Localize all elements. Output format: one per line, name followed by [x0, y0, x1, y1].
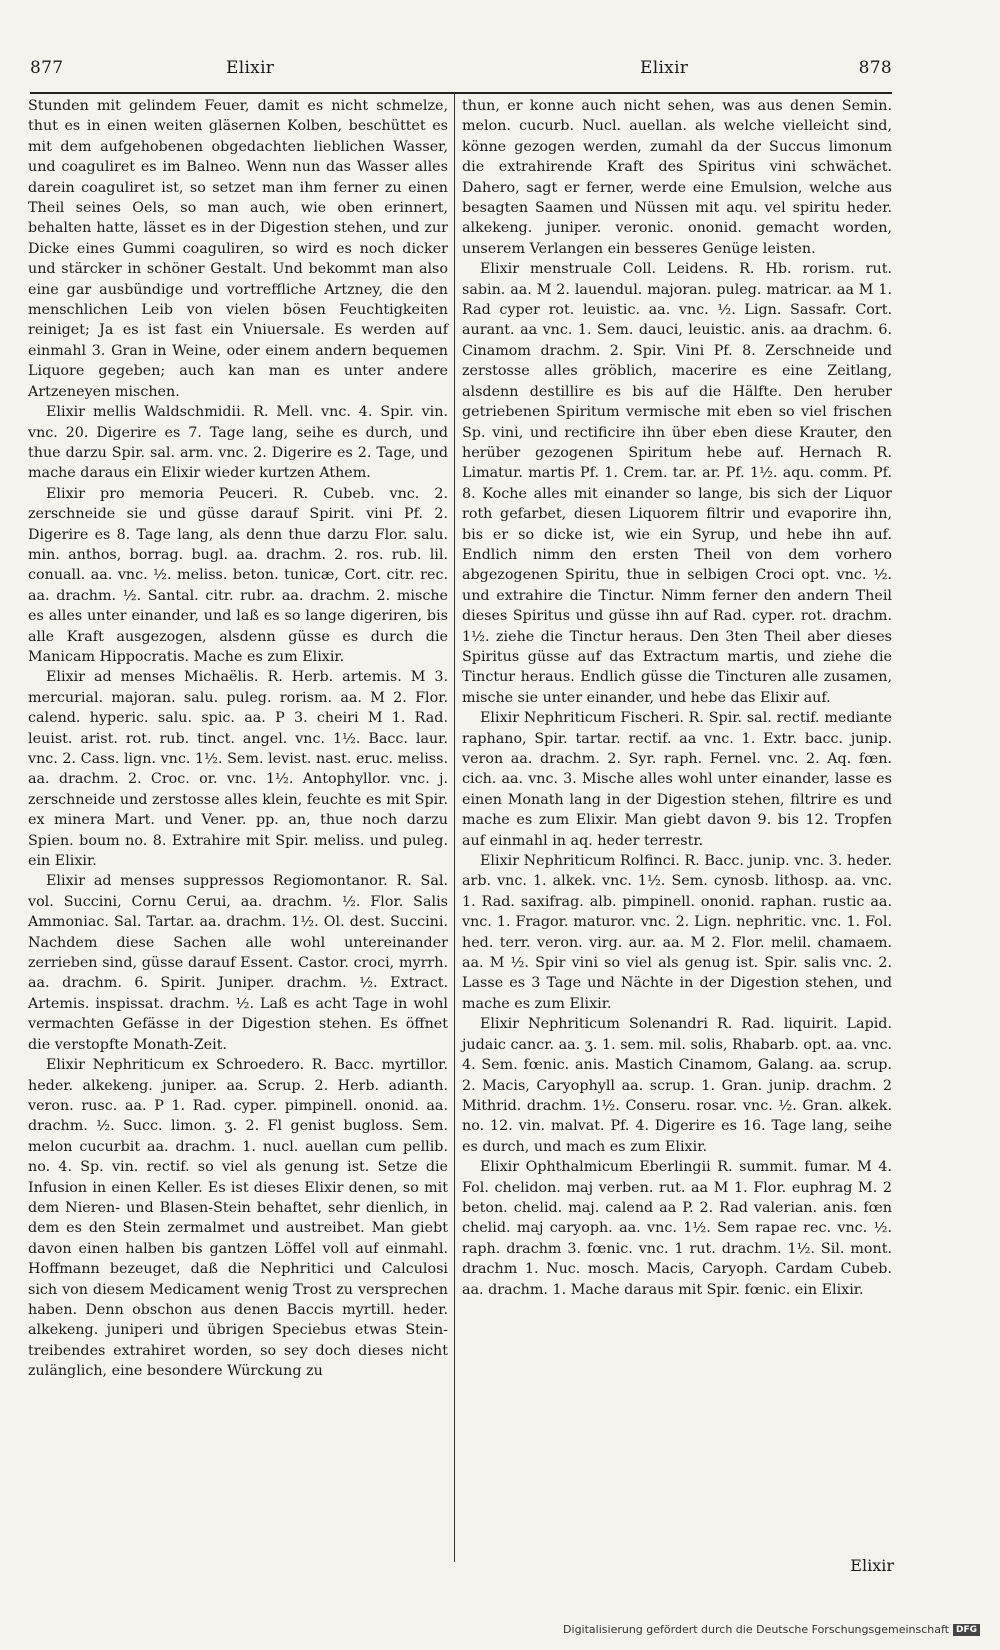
paragraph: Elixir ad menses suppressos Regiomontanor. R. Sal. vol. Succini, Cornu Cerui, aa. drachm. ½. Flor. Salis Ammoniac. Sal. Tartar. aa. drachm. 1½. Ol. dest. Succini. Nachdem diese Sachen alle wohl untereinander zerrieben sind, güsse darauf Essent. Castor. croci, myrrh. aa. drachm. 6. Spirit. Juniper. drachm. ½. Extract. Artemis. inspissat. drachm. ½. Laß es acht Tage in wohl vermachten Gefässe in der Digestion stehen. Es öffnet die verstopfte Monath-Zeit.: [28, 873, 448, 1053]
paragraph: Elixir ad menses Michaëlis. R. Herb. artemis. M 3. mercurial. majoran. salu. puleg. rorism. aa. M 2. Flor. calend. hyperic. salu. spic. aa. P 3. cheiri M 1. Rad. leuist. arist. rot. rub. tinct. angel. vnc. 1½. Bacc. laur. vnc. 2. Cass. lign. vnc. 1½. Sem. levist. nast. eruc. meliss. aa. drachm. 2. Croc. or. vnc. 1½. Antophyllor. vnc. j. zerschneide und zerstosse alles klein, feuchte es mit Spir. ex minera Mart. und Vener. pp. an, thue noch darzu Spien. boum no. 8. Extrahire mit Spir. meliss. und puleg. ein Elixir.: [28, 669, 448, 870]
paragraph: Elixir Nephriticum Fischeri. R. Spir. sal. rectif. mediante raphano, Spir. tartar. rectif. aa vnc. 1. Extr. bacc. junip. veron aa. drachm. 2. Syr. raph. Fernel. vnc. 2. Aq. fœn. cich. aa. vnc. 3. Mische alles wohl unter einander, lasse es einen Monath lang in der Digestion stehen, filtrire es und mache es zum Elixir. Man giebt davon 9. bis 12. Tropfen auf einmahl in aq. heder terrestr.: [462, 710, 892, 849]
paragraph: Elixir mellis Waldschmidii. R. Mell. vnc. 4. Spir. vin. vnc. 20. Digerire es 7. Tage lang, seihe es durch, und thue darzu Spir. sal. arm. vnc. 2. Digerire es 2. Tage, und mache daraus ein Elixir wieder kurtzen Athem.: [28, 404, 448, 482]
right-column: [462, 96, 892, 1300]
paragraph: Stunden mit gelindem Feuer, damit es nicht schmelze, thut es in einen weiten gläsernen Kolben, beschüttet es mit dem aufgehobenen obgedachten lieblichen Wasser, und coaguliret es im Balneo. Wenn nun das Wasser alles darein coaguliret ist, so setzet man ihm ferner zu einen Theil seines Oels, so man auch, wie oben erinnert, behalten hatte, lässet es in der Digestion stehen, und zur Dicke eines Gummi coaguliren, so wird es noch dicker und stärcker in schöner Gestalt. Und bekommt man also eine gar ausbündige und vortreffliche Artzney, die den menschlichen Leib von vielen bösen Feuchtigkeiten reiniget; Ja es ist fast ein Vniuersale. Es werden auf einmahl 3. Gran in Weine, oder einem andern bequemen Liquore gegeben; auch kan man es unter andere Artzeneyen mischen.: [28, 98, 448, 400]
paragraph: Elixir menstruale Coll. Leidens. R. Hb. rorism. rut. sabin. aa. M 2. lauendul. majoran. puleg. matricar. aa M 1. Rad cyper rot. leuistic. aa. vnc. ½. Lign. Sassafr. Cort. aurant. aa vnc. 1. Sem. dauci, leuistic. anis. aa drachm. 6. Cinamom drachm. 2. Spir. Vini Pf. 8. Zerschneide und zerstosse alles gröblich, macerire es eine Zeitlang, alsdenn destillire es bis auf die Hälfte. Den heruber getriebenen Spiritum vermische mit eben so viel frischen Sp. vini, und rectificire ihn über eben diese Krauter, den herüber gezogenen Spiritum hebe auf. Hernach R. Limatur. martis Pf. 1. Crem. tar. ar. Pf. 1½. aqu. comm. Pf. 8. Koche alles mit einander so lange, bis sich der Liquor roth gefarbet, diesen Liquorem filtrir und evaporire ihn, bis er so dicke ist, wie ein Syrup, und hebe ihn auf. Endlich nimm den ersten Theil von dem vorhero abgezogenen Spiritu, thue in selbigen Croci opt. vnc. ½. und extrahire die Tinctur. Nimm ferner den andern Theil dieses Spiritus und güsse ihn auf Rad. cyper. rot. drachm. 1½. ziehe die Tinctur heraus. Den 3ten Theil aber dieses Spiritus güsse auf das Extractum martis, und ziehe die Tinctur heraus. Endlich güsse die Tincturen alle zusamen, mische sie unter einander, und hebe das Elixir auf.: [462, 261, 892, 706]
paragraph: Elixir Nephriticum ex Schroedero. R. Bacc. myrtillor. heder. alkekeng. juniper. aa. Scrup. 2. Herb. adianth. veron. rusc. aa. P 1. Rad. cyper. pimpinell. ononid. aa. drachm. ½. Succ. limon. ʒ. 2. Fl genist bugloss. Sem. melon cucurbit aa. drachm. 1. nucl. auellan cum pellib. no. 4. Sp. vin. rectif. so viel als genung ist. Setze die Infusion in einen Keller. Es ist dieses Elixir denen, so mit dem Nieren- und Blasen-Stein behaftet, sehr dienlich, in dem es den Stein zermalmet und austreibet. Man giebt davon einen halben bis gantzen Löffel voll auf einmahl. Hoffmann bezeuget, daß die Nephritici und Calculosi sich von diesem Medicament wenig Trost zu versprechen haben. Denn obschon aus denen Baccis myrtill. heder. alkekeng. juniperi und übrigen Speciebus etwas Stein-treibendes extrahiret worden, so sey doch dieses nicht zulänglich, eine besondere Würckung zu: [28, 1057, 448, 1380]
column-divider: [454, 92, 455, 1562]
running-header: [30, 58, 892, 88]
header-word-left: Elixir: [226, 58, 275, 78]
paragraph: Elixir Nephriticum Solenandri R. Rad. liquirit. Lapid. judaic cancr. aa. ʒ. 1. sem. mil. solis, Rhabarb. opt. aa. vnc. 4. Sem. fœnic. anis. Mastich Cinamom, Galang. aa. scrup. 2. Macis, Caryophyll aa. scrup. 1. Gran. junip. drachm. 2 Mithrid. drachm. 1½. Conseru. rosar. vnc. ½. Gran. alkek. no. 12. vin. malvat. Pf. 4. Digerire es 16. Tage lang, seihe es durch, und mach es zum Elixir.: [462, 1016, 892, 1155]
header-rule: [30, 92, 892, 94]
paragraph: Elixir Nephriticum Rolfinci. R. Bacc. junip. vnc. 3. heder. arb. vnc. 1. alkek. vnc. 1½. Sem. cynosb. lithosp. aa. vnc. 1. Rad. saxifrag. alb. pimpinell. ononid. raphan. rustic aa. vnc. 1. Fragor. maturor. vnc. 2. Lign. nephritic. vnc. 1. Fol. hed. terr. veron. virg. aur. aa. M 2. Flor. melil. chamaem. aa. M ½. Spir vini so viel als genug ist. Spir. salis vnc. 2. Lasse es 3 Tage und Nächte in der Digestion stehen, und mache es zum Elixir.: [462, 853, 892, 1012]
catchword: Elixir: [850, 1556, 894, 1575]
paragraph: Elixir pro memoria Peuceri. R. Cubeb. vnc. 2. zerschneide sie und güsse darauf Spirit. vini Pf. 2. Digerire es 8. Tage lang, als denn thue darzu Flor. salu. min. anthos, borrag. bugl. aa. drachm. 2. ros. rub. lil. conuall. aa. vnc. ½. meliss. beton. tunicæ, Cort. citr. rec. aa. drachm. ½. Santal. citr. rubr. aa. drachm. 2. mische es alles unter einander, und laß es so lange digeriren, bis alle Kraft ausgezogen, alsdenn güsse es durch die Manicam Hippocratis. Mache es zum Elixir.: [28, 485, 448, 665]
left-column: [28, 96, 448, 1382]
digitization-footer: [563, 1623, 980, 1636]
header-word-right: Elixir: [640, 58, 689, 78]
footer-credit: Digitalisierung gefördert durch die Deutsche Forschungsgemeinschaft: [563, 1623, 949, 1636]
paragraph: thun, er konne auch nicht sehen, was aus denen Semin. melon. cucurb. Nucl. auellan. als welche vielleicht sind, könne gezogen werden, zumahl da der Succus limonum die extrahirende Kraft des Spiritus vini schwächet. Dahero, sagt er ferner, werde eine Emulsion, welche aus besagten Saamen und Nüssen mit aqu. vel spiritu heder. alkekeng. juniper. veronic. ononid. gemacht worden, unserem Verlangen ein besseres Genüge leisten.: [462, 98, 892, 257]
page-number-left: 877: [30, 58, 64, 78]
dfg-logo-icon: DFG: [953, 1624, 980, 1636]
page-number-right: 878: [858, 58, 892, 78]
paragraph: Elixir Ophthalmicum Eberlingii R. summit. fumar. M 4. Fol. chelidon. maj verben. rut. aa M 1. Flor. euphrag M. 2 beton. chelid. maj. calend aa P. 2. Rad valerian. anis. fœn chelid. maj caryoph. aa. vnc. 1½. Sem rapae rec. vnc. ½. raph. drachm 3. fœnic. vnc. 1 rut. drachm. 1½. Sil. mont. drachm 1. Nuc. mosch. Macis, Caryoph. Cardam Cubeb. aa. drachm. 1. Mache daraus mit Spir. fœnic. ein Elixir.: [462, 1159, 892, 1298]
